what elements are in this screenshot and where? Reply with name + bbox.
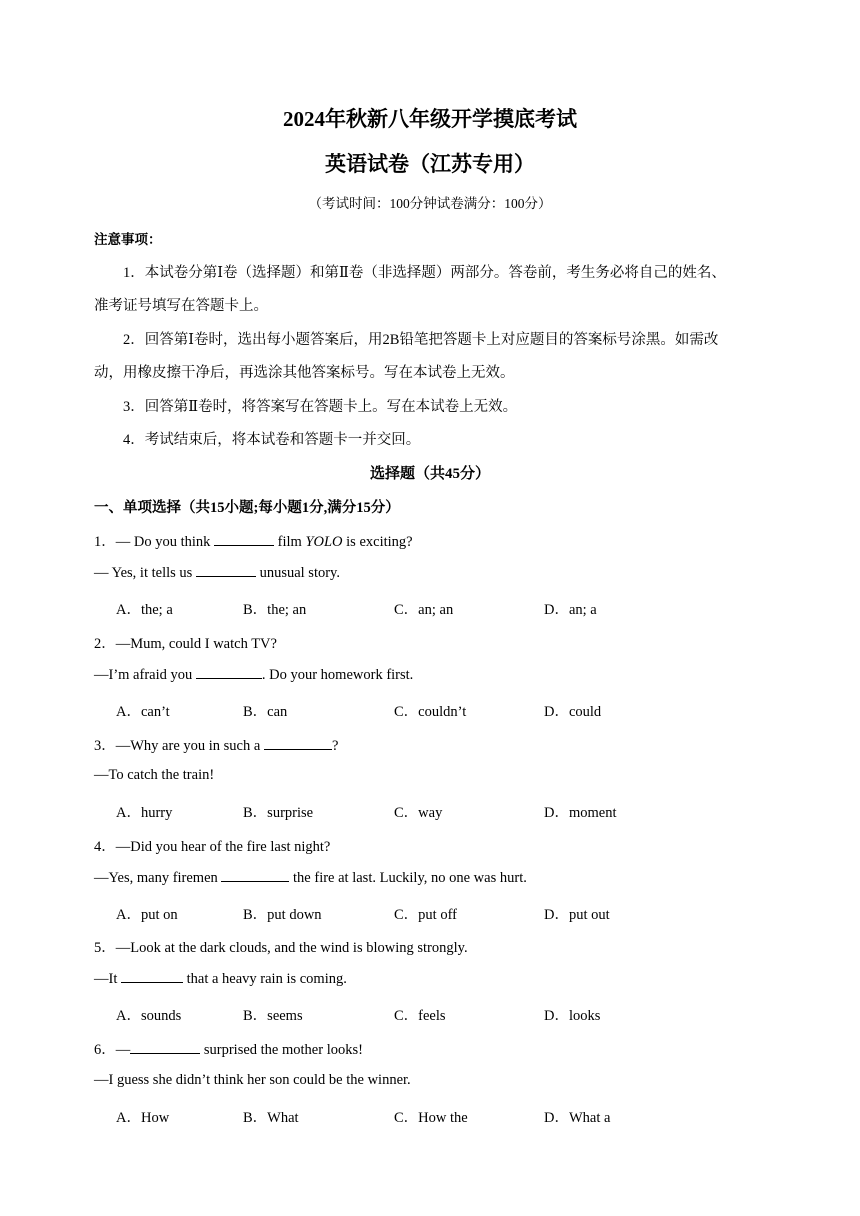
question-6-option-c: C．How the <box>394 1110 468 1126</box>
question-1-reply: — Yes, it tells us unusual story. <box>94 565 340 581</box>
question-3-stem: 3．—Why are you in such a ? <box>94 738 339 754</box>
question-3-option-c: C．way <box>394 805 443 821</box>
question-6-stem: 6．— surprised the mother looks! <box>94 1042 363 1058</box>
question-2-reply: —I’m afraid you . Do your homework first. <box>94 667 414 683</box>
question-5-reply: —It that a heavy rain is coming. <box>94 971 347 987</box>
question-2-option-c: C．couldn’t <box>394 704 467 720</box>
question-2-option-a: A．can’t <box>116 704 170 720</box>
question-1-option-c: C．an; an <box>394 602 454 618</box>
answer-blank <box>196 564 256 577</box>
answer-blank <box>196 666 262 679</box>
question-5-option-b: B．seems <box>243 1008 303 1024</box>
question-3-option-b: B．surprise <box>243 805 314 821</box>
question-4-option-b: B．put down <box>243 907 322 923</box>
notes-heading: 注意事项： <box>94 232 162 247</box>
question-1-stem: 1．— Do you think film YOLO is exciting? <box>94 534 413 550</box>
question-4-stem: 4．—Did you hear of the fire last night? <box>94 839 331 855</box>
question-3-option-d: D．moment <box>544 805 617 821</box>
question-1-option-b: B．the; an <box>243 602 307 618</box>
exam-info: （考试时间：100分钟试卷满分：100分） <box>308 196 552 211</box>
answer-blank <box>130 1041 200 1054</box>
question-3-reply: —To catch the train! <box>94 767 215 783</box>
page-subtitle: 英语试卷（江苏专用） <box>325 152 535 176</box>
question-5-option-c: C．feels <box>394 1008 446 1024</box>
question-4-option-d: D．put out <box>544 907 610 923</box>
question-5-option-a: A．sounds <box>116 1008 182 1024</box>
question-2-stem: 2．—Mum, could I watch TV? <box>94 636 277 652</box>
question-2-option-d: D．could <box>544 704 602 720</box>
question-6-option-d: D．What a <box>544 1110 611 1126</box>
answer-blank <box>221 869 289 882</box>
note-item-2-line-2: 动，用橡皮擦干净后，再选涂其他答案标号。写在本试卷上无效。 <box>94 365 515 381</box>
question-3-option-a: A．hurry <box>116 805 173 821</box>
question-4-reply: —Yes, many firemen the fire at last. Luckily, no one was hurt. <box>94 870 527 886</box>
question-1-option-a: A．the; a <box>116 602 173 618</box>
question-6-option-b: B．What <box>243 1110 299 1126</box>
question-5-option-d: D．looks <box>544 1008 601 1024</box>
note-item-1-line-1: 1．本试卷分第Ⅰ卷（选择题）和第Ⅱ卷（非选择题）两部分。答卷前，考生务必将自己的姓名、 <box>123 265 726 281</box>
page-title: 2024年秋新八年级开学摸底考试 <box>283 107 577 131</box>
answer-blank <box>264 737 332 750</box>
question-6-option-a: A．How <box>116 1110 170 1126</box>
question-4-option-c: C．put off <box>394 907 457 923</box>
question-5-stem: 5．—Look at the dark clouds, and the wind is blowing strongly. <box>94 940 468 956</box>
note-item-1-line-2: 准考证号填写在答题卡上。 <box>94 298 268 314</box>
question-2-option-b: B．can <box>243 704 288 720</box>
note-item-4: 4．考试结束后，将本试卷和答题卡一并交回。 <box>123 432 421 448</box>
answer-blank <box>214 533 274 546</box>
note-item-2-line-1: 2．回答第Ⅰ卷时，选出每小题答案后，用2B铅笔把答题卡上对应题目的答案标号涂黑。如需改 <box>123 332 719 348</box>
question-1-option-d: D．an; a <box>544 602 597 618</box>
question-4-option-a: A．put on <box>116 907 178 923</box>
note-item-3: 3．回答第Ⅱ卷时，将答案写在答题卡上。写在本试卷上无效。 <box>123 399 518 415</box>
part-heading: 一、单项选择（共15小题;每小题1分,满分15分） <box>94 500 400 516</box>
section-heading: 选择题（共45分） <box>369 466 490 482</box>
answer-blank <box>121 970 183 983</box>
question-6-reply: —I guess she didn’t think her son could be the winner. <box>94 1072 411 1088</box>
